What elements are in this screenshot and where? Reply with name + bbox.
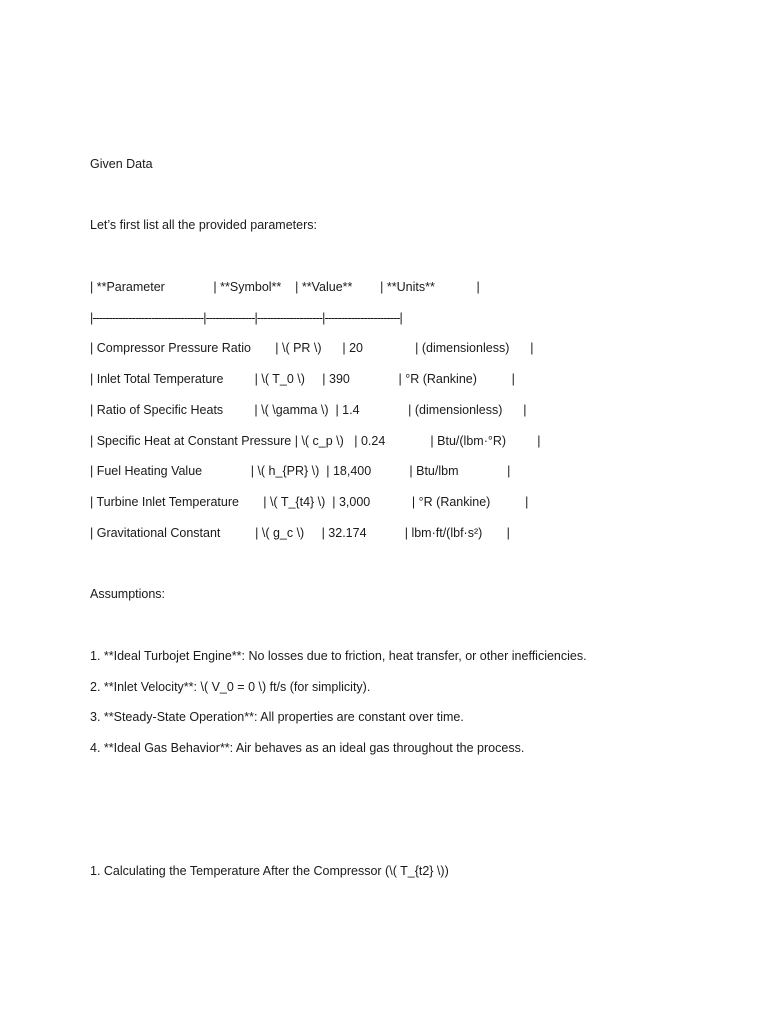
table-row: | Turbine Inlet Temperature | \( T_{t4} \) | 3,000 | °R (Rankine) |: [90, 495, 529, 509]
table-row: | Compressor Pressure Ratio | \( PR \) | 20 | (dimensionless) |: [90, 341, 534, 355]
section-heading-assumptions: Assumptions:: [90, 587, 166, 601]
assumption-item: 1. **Ideal Turbojet Engine**: No losses due to friction, heat transfer, or other inefficiencies.: [90, 649, 587, 663]
table-header-row: | **Parameter | **Symbol** | **Value** | **Units** |: [90, 280, 480, 294]
table-row: | Gravitational Constant | \( g_c \) | 32.174 | lbm·ft/(lbf·s²) |: [90, 526, 510, 540]
assumption-item: 2. **Inlet Velocity**: \( V_0 = 0 \) ft/s (for simplicity).: [90, 680, 371, 694]
table-row: | Inlet Total Temperature | \( T_0 \) | 390 | °R (Rankine) |: [90, 372, 515, 386]
assumption-item: 3. **Steady-State Operation**: All properties are constant over time.: [90, 710, 464, 724]
table-row: | Ratio of Specific Heats | \( \gamma \) | 1.4 | (dimensionless) |: [90, 403, 527, 417]
table-row: | Specific Heat at Constant Pressure | \( c_p \) | 0.24 | Btu/(lbm·°R) |: [90, 434, 541, 448]
step-heading-compressor-temperature: 1. Calculating the Temperature After the Compressor (\( T_{t2} \)): [90, 864, 449, 878]
section-heading-given-data: Given Data: [90, 157, 153, 171]
table-row: | Fuel Heating Value | \( h_{PR} \) | 18,400 | Btu/lbm |: [90, 464, 511, 478]
assumption-item: 4. **Ideal Gas Behavior**: Air behaves as an ideal gas throughout the process.: [90, 741, 525, 755]
intro-paragraph: Let’s first list all the provided parameters:: [90, 218, 317, 232]
table-separator-row: |----------------------------------|---------------|--------------------|-----------------------|: [90, 311, 402, 325]
